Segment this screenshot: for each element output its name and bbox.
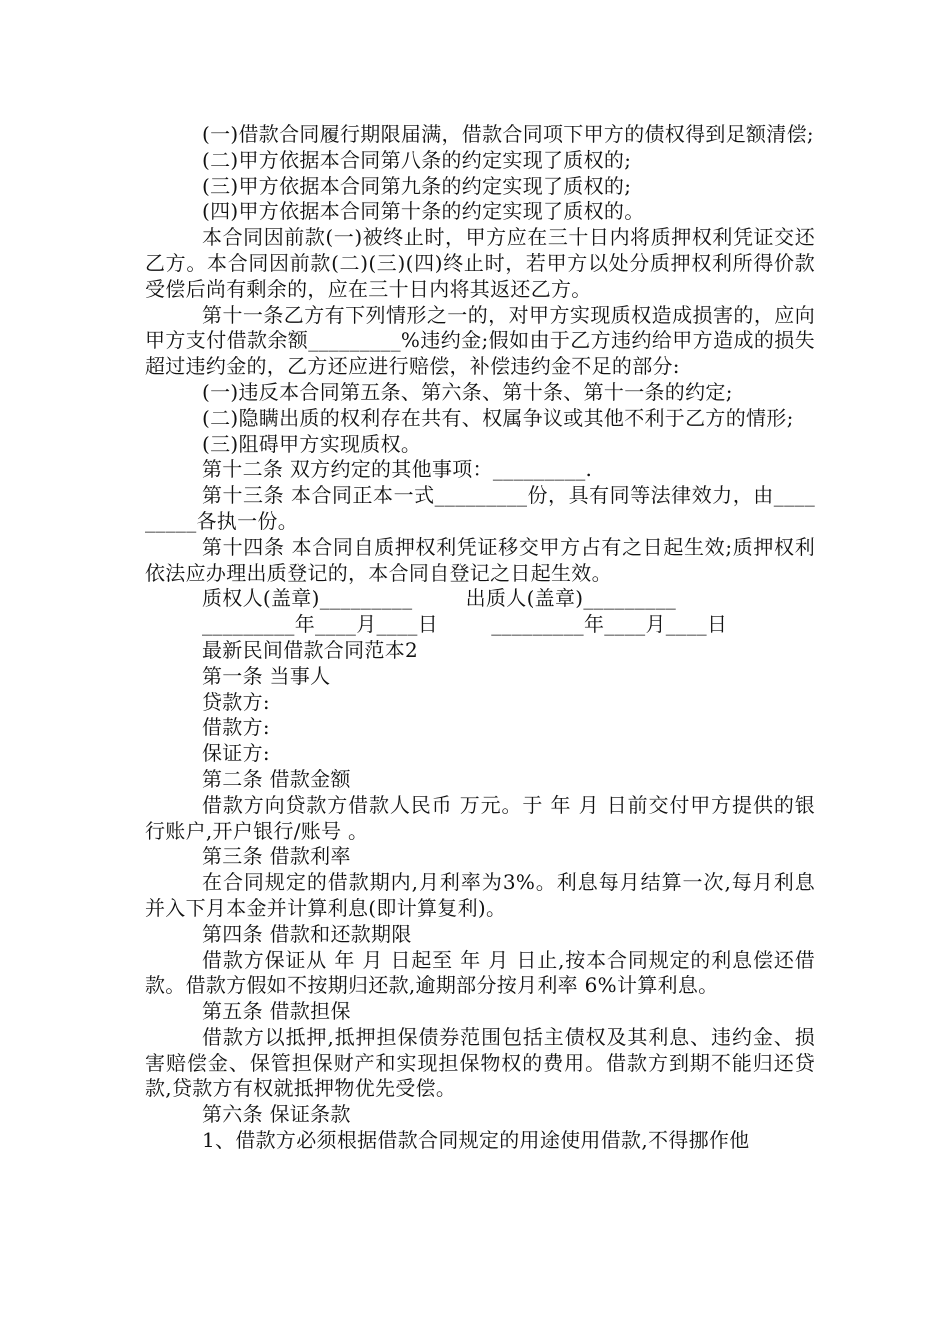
paragraph-article-11: 第十一条乙方有下列情形之一的，对甲方实现质权造成损害的，应向甲方支付借款余额_________%违约金;假如由于乙方违约给甲方造成的损失超过违约金的，乙方还应进行赔偿，补偿违约金不足的部分: bbox=[145, 302, 815, 379]
paragraph-article-11-item-1: (一)违反本合同第五条、第六条、第十条、第十一条的约定; bbox=[202, 379, 733, 404]
article-6-heading: 第六条 保证条款 bbox=[202, 1102, 351, 1127]
signature-date-line: _________年____月____日 _________年____月____日 bbox=[202, 612, 728, 637]
guarantor-field: 保证方: bbox=[202, 741, 270, 766]
article-6-body: 1、借款方必须根据借款合同规定的用途使用借款,不得挪作他 bbox=[202, 1128, 750, 1153]
paragraph-termination: 本合同因前款(一)被终止时，甲方应在三十日内将质押权利凭证交还乙方。本合同因前款(二)(三)(四)终止时，若甲方以处分质押权利所得价款受偿后尚有剩余的，应在三十日内将其返还乙方。 bbox=[145, 225, 815, 301]
article-5-body: 借款方以抵押,抵押担保债券范围包括主债权及其利息、违约金、损害赔偿金、保管担保财产和实现担保物权的费用。借款方到期不能归还贷款,贷款方有权就抵押物优先受偿。 bbox=[145, 1024, 815, 1101]
paragraph-clause-2: (二)甲方依据本合同第八条的约定实现了质权的; bbox=[202, 147, 632, 172]
article-4-body: 借款方保证从 年 月 日起至 年 月 日止,按本合同规定的利息偿还借款。借款方假如不按期归还款,逾期部分按月利率 6%计算利息。 bbox=[145, 947, 815, 998]
paragraph-clause-1: (一)借款合同履行期限届满，借款合同项下甲方的债权得到足额清偿; bbox=[202, 122, 814, 146]
article-5-heading: 第五条 借款担保 bbox=[202, 999, 351, 1024]
section-title: 最新民间借款合同范本2 bbox=[202, 637, 419, 662]
article-2-heading: 第二条 借款金额 bbox=[202, 766, 351, 791]
signature-parties-line: 质权人(盖章)_________ 出质人(盖章)_________ bbox=[202, 586, 677, 611]
paragraph-article-12: 第十二条 双方约定的其他事项：_________. bbox=[202, 457, 593, 482]
paragraph-clause-4: (四)甲方依据本合同第十条的约定实现了质权的。 bbox=[202, 199, 645, 224]
paragraph-article-14: 第十四条 本合同自质押权利凭证移交甲方占有之日起生效;质押权利依法应办理出质登记的，本合同自登记之日起生效。 bbox=[145, 534, 815, 585]
article-3-heading: 第三条 借款利率 bbox=[202, 844, 351, 869]
borrower-field: 借款方: bbox=[202, 715, 270, 740]
document-page bbox=[145, 122, 815, 1154]
article-4-heading: 第四条 借款和还款期限 bbox=[202, 921, 412, 946]
paragraph-article-13: 第十三条 本合同正本一式_________份，具有同等法律效力，由_________各执一份。 bbox=[145, 483, 815, 533]
article-3-body: 在合同规定的借款期内,月利率为3%。利息每月结算一次,每月利息并入下月本金并计算利息(即计算复利)。 bbox=[145, 870, 815, 920]
paragraph-article-11-item-3: (三)阻碍甲方实现质权。 bbox=[202, 431, 422, 456]
lender-field: 贷款方: bbox=[202, 689, 270, 714]
paragraph-article-11-item-2: (二)隐瞒出质的权利存在共有、权属争议或其他不利于乙方的情形; bbox=[202, 405, 794, 430]
article-1-heading: 第一条 当事人 bbox=[202, 663, 331, 688]
paragraph-clause-3: (三)甲方依据本合同第九条的约定实现了质权的; bbox=[202, 173, 632, 198]
article-2-body: 借款方向贷款方借款人民币 万元。于 年 月 日前交付甲方提供的银行账户,开户银行/账号 。 bbox=[145, 792, 815, 843]
